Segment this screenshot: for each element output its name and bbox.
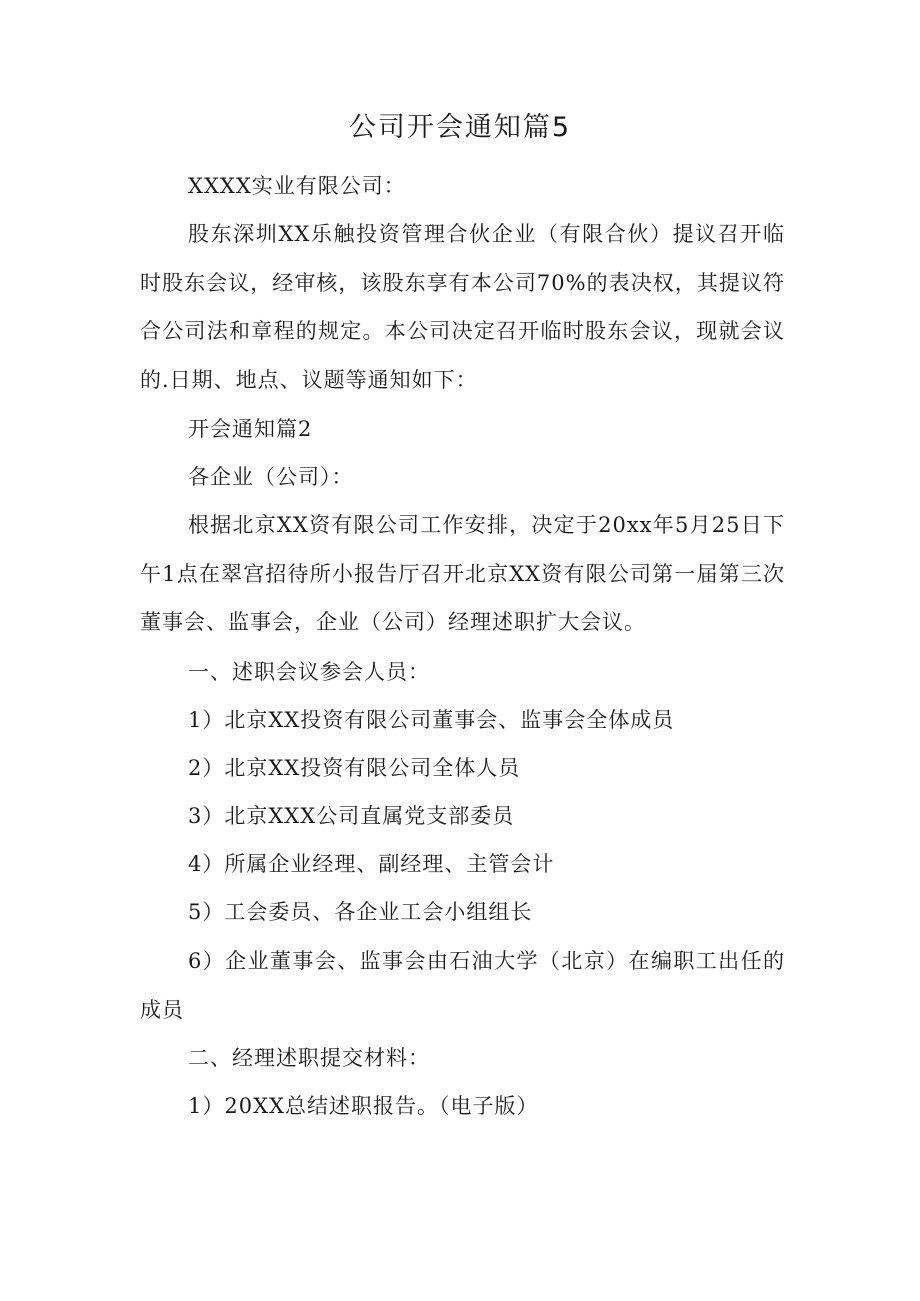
attendee-item-3: 3）北京XXX公司直属党支部委员 [188,804,515,828]
addressee-paragraph-2: 各企业（公司）： [188,465,354,489]
attendees-heading: 一、述职会议参会人员： [188,660,430,684]
material-item-1: 1）20XX总结述职报告。（电子版） [188,1094,539,1118]
attendee-item-1: 1）北京XX投资有限公司董事会、监事会全体成员 [188,708,675,732]
arrangement-paragraph: 根据北京XX资有限公司工作安排，决定于20xx年5月25日下午1点在翠宫招待所小报告厅召开北京XX资有限公司第一届第三次董事会、监事会，企业（公司）经理述职扩大会议。 [140,513,785,634]
document-title: 公司开会通知篇5 [348,112,572,143]
attendee-item-5: 5）工会委员、各企业工会小组组长 [188,900,533,924]
attendee-item-2: 2）北京XX投资有限公司全体人员 [188,756,521,780]
section-heading-notice-2: 开会通知篇2 [188,417,313,441]
materials-heading: 二、经理述职提交材料： [188,1046,430,1070]
attendee-item-4: 4）所属企业经理、副经理、主管会计 [188,852,555,876]
addressee-paragraph: XXXX实业有限公司： [188,174,406,198]
proposal-paragraph: 股东深圳XX乐触投资管理合伙企业（有限合伙）提议召开临时股东会议，经审核，该股东享有本公司70%的表决权，其提议符合公司法和章程的规定。本公司决定召开临时股东会议，现就会议的.日期、地点、议题等通知如下： [140,222,785,392]
attendee-item-6: 6）企业董事会、监事会由石油大学（北京）在编职工出任的成员 [140,949,785,1022]
